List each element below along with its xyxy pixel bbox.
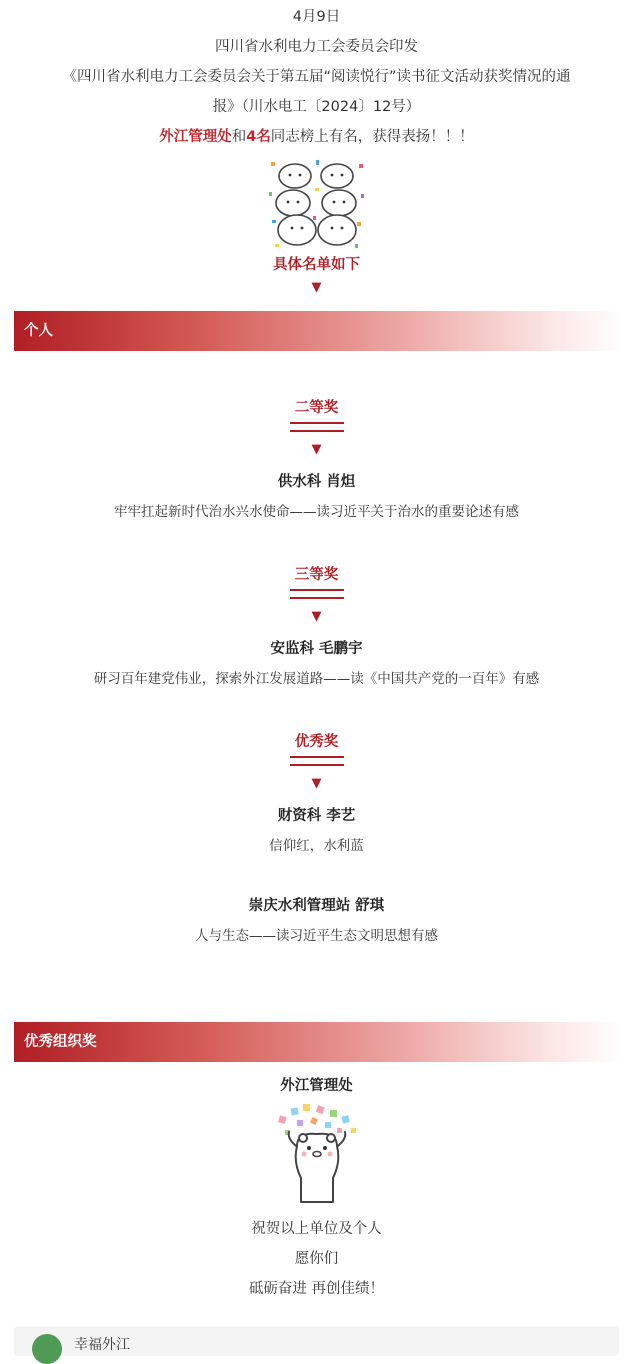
double-underline <box>290 589 344 599</box>
winner-name: 安监科 毛鹏宇 <box>270 641 363 657</box>
highlight-count: 4名 <box>246 129 271 145</box>
down-triangle-icon: ▼ <box>311 776 322 791</box>
document-title-line-1: 《四川省水利电力工会委员会关于第五届“阅读悦行”读书征文活动获奖情况的通 <box>62 69 571 85</box>
down-triangle-icon: ▼ <box>311 280 322 295</box>
essay-title: 人与生态——读习近平生态文明思想有感 <box>195 928 438 944</box>
account-logo-icon <box>32 1334 62 1364</box>
issuer-line: 四川省水利电力工会委员会印发 <box>215 39 418 55</box>
publish-date: 4月9日 <box>292 9 341 25</box>
award-block-third <box>0 564 633 691</box>
essay-title: 信仰红，水利蓝 <box>269 838 364 854</box>
celebration-illustration <box>0 158 633 250</box>
list-heading: 具体名单如下 <box>273 257 360 273</box>
document-title-line-2: 报》（川水电工〔2024〕12号） <box>212 99 421 115</box>
winner-name: 崇庆水利管理站 舒琪 <box>248 898 385 914</box>
award-block-excellence <box>0 731 633 948</box>
winner-name: 供水科 肖炟 <box>277 474 356 490</box>
section-title-individual: 个人 <box>24 323 53 339</box>
highlight-rest: 同志榜上有名，获得表扬！！！ <box>270 129 474 145</box>
org-award-name: 外江管理处 <box>280 1078 353 1094</box>
down-triangle-icon: ▼ <box>311 442 322 457</box>
double-underline <box>290 756 344 766</box>
account-card[interactable] <box>14 1326 619 1356</box>
essay-title: 研习百年建党伟业，探索外江发展道路——读《中国共产党的一百年》有感 <box>93 671 540 687</box>
penguins-confetti-icon <box>267 158 367 250</box>
closing-line-1: 祝贺以上单位及个人 <box>251 1221 382 1237</box>
highlight-and: 和 <box>231 129 247 145</box>
award-title: 二等奖 <box>294 400 339 416</box>
intro-section <box>0 0 633 152</box>
award-title: 三等奖 <box>294 567 339 583</box>
closing-line-2: 愿你们 <box>294 1251 339 1267</box>
highlight-unit: 外江管理处 <box>159 129 232 145</box>
section-banner-individual <box>14 311 622 351</box>
highlight-line <box>24 122 609 152</box>
section-title-organization: 优秀组织奖 <box>24 1034 97 1050</box>
double-underline <box>290 422 344 432</box>
winner-name: 财资科 李艺 <box>277 808 356 824</box>
award-block-second <box>0 397 633 524</box>
cheering-bear-icon <box>267 1102 367 1208</box>
closing-line-3: 砥砺奋进 再创佳绩！ <box>248 1281 385 1297</box>
essay-title: 牢牢扛起新时代治水兴水使命——读习近平关于治水的重要论述有感 <box>114 504 519 520</box>
down-triangle-icon: ▼ <box>311 609 322 624</box>
award-title: 优秀奖 <box>294 734 339 750</box>
section-banner-organization <box>14 1022 622 1062</box>
account-name: 幸福外江 <box>74 1337 130 1353</box>
cheer-illustration <box>0 1102 633 1208</box>
